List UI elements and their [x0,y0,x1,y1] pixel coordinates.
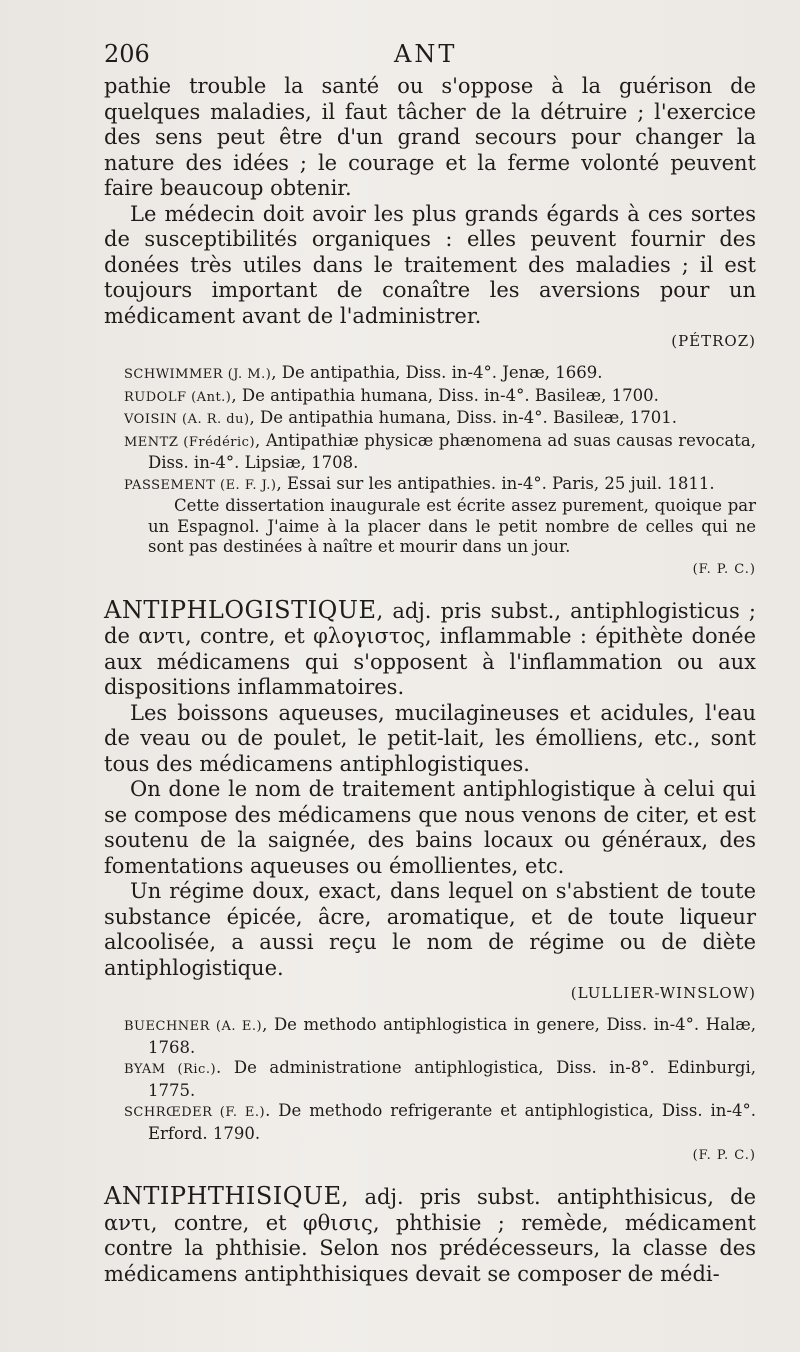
continuation-paragraph: pathie trouble la santé ou s'oppose à la guérison de quelques maladies, il faut tâcher de la détruire ; l'exercice des sens peut être d'un grand secours pour changer la nature des idées ; le courage et la ferme volonté peuvent faire beaucoup obtenir. [104,74,756,200]
bibliography [104,363,756,582]
bibliography-entry: RUDOLF (Ant.), De antipathia humana, Diss. in-4°. Basileæ, 1700. [124,385,659,405]
author-signature: (F. P. C.) [692,561,756,577]
dictionary-entry: ANTIPHLOGISTIQUE, adj. pris subst., antiphlogisticus ; de αντι, contre, et φλογιστος, inflammable : épithète donée aux médicamens qui s'opposent à l'inflammation ou aux dispositions inflammatoires. [104,595,756,699]
bibliography [104,1015,756,1168]
bibliography-entry: SCHRŒDER (F. E.). De methodo refrigerante et antiphlogistica, Diss. in-4°. Erford. 1790. [124,1101,756,1143]
bibliography-entry: PASSEMENT (E. F. J.), Essai sur les antipathies. in-4°. Paris, 25 juil. 1811. [124,473,715,493]
page-body [104,74,756,1287]
page-number: 206 [104,40,150,68]
bibliography-entry: SCHWIMMER (J. M.), De antipathia, Diss. in-4°. Jenæ, 1669. [124,363,603,382]
running-head: ANT [394,40,458,68]
author-signature: (F. P. C.) [692,1148,756,1163]
page-header [104,40,754,70]
bibliography-entry: BYAM (Ric.). De administratione antiphlogistica, Diss. in-8°. Edinburgi, 1775. [124,1058,756,1100]
author-signature: (LULLIER-WINSLOW) [570,984,756,1002]
entry-headword: ANTIPHLOGISTIQUE [104,595,377,624]
dictionary-entry: ANTIPHTHISIQUE, adj. pris subst. antiphthisicus, de αντι, contre, et φθισις, phthisie ; remède, médicament contre la phthisie. Selon nos prédécesseurs, la classe des médicamens antiphthisiques devait se composer de médi- [104,1182,756,1286]
bibliography-entry: BUECHNER (A. E.), De methodo antiphlogistica in genere, Diss. in-4°. Halæ, 1768. [124,1015,756,1057]
bibliography-note: Cette dissertation inaugurale est écrite assez purement, quoique par un Espagnol. J'aime à la placer dans le petit nombre de celles qui ne sont pas destinées à naître et mourir dans un jour. [148,496,756,556]
bibliography-entry: MENTZ (Frédéric), Antipathiæ physicæ phænomena ad suas causas revocata, Diss. in-4°. Lipsiæ, 1708. [124,430,756,472]
body-paragraph: Le médecin doit avoir les plus grands égards à ces sortes de susceptibilités organiques : elles peuvent fournir des donées très utiles dans le traitement des maladies ; il est toujours important de conaître les aversions pour un médicament avant de l'administrer. [104,201,756,328]
body-paragraph: On done le nom de traitement antiphlogistique à celui qui se compose des médicamens que nous venons de citer, et est soutenu de la saignée, des bains locaux ou généraux, des fomentations aqueuses ou émollientes, etc. [104,777,756,878]
author-signature: (PÉTROZ) [671,332,756,350]
body-paragraph: Les boissons aqueuses, mucilagineuses et acidules, l'eau de veau ou de poulet, le petit-lait, les émolliens, etc., sont tous des médicamens antiphlogistiques. [104,700,756,776]
entry-headword: ANTIPHTHISIQUE [104,1182,342,1210]
bibliography-entry: VOISIN (A. R. du), De antipathia humana, Diss. in-4°. Basileæ, 1701. [124,408,677,427]
body-paragraph: Un régime doux, exact, dans lequel on s'abstient de toute substance épicée, âcre, aromatique, et de toute liqueur alcoolisée, a aussi reçu le nom de régime ou de diète antiphlogistique. [104,879,756,980]
